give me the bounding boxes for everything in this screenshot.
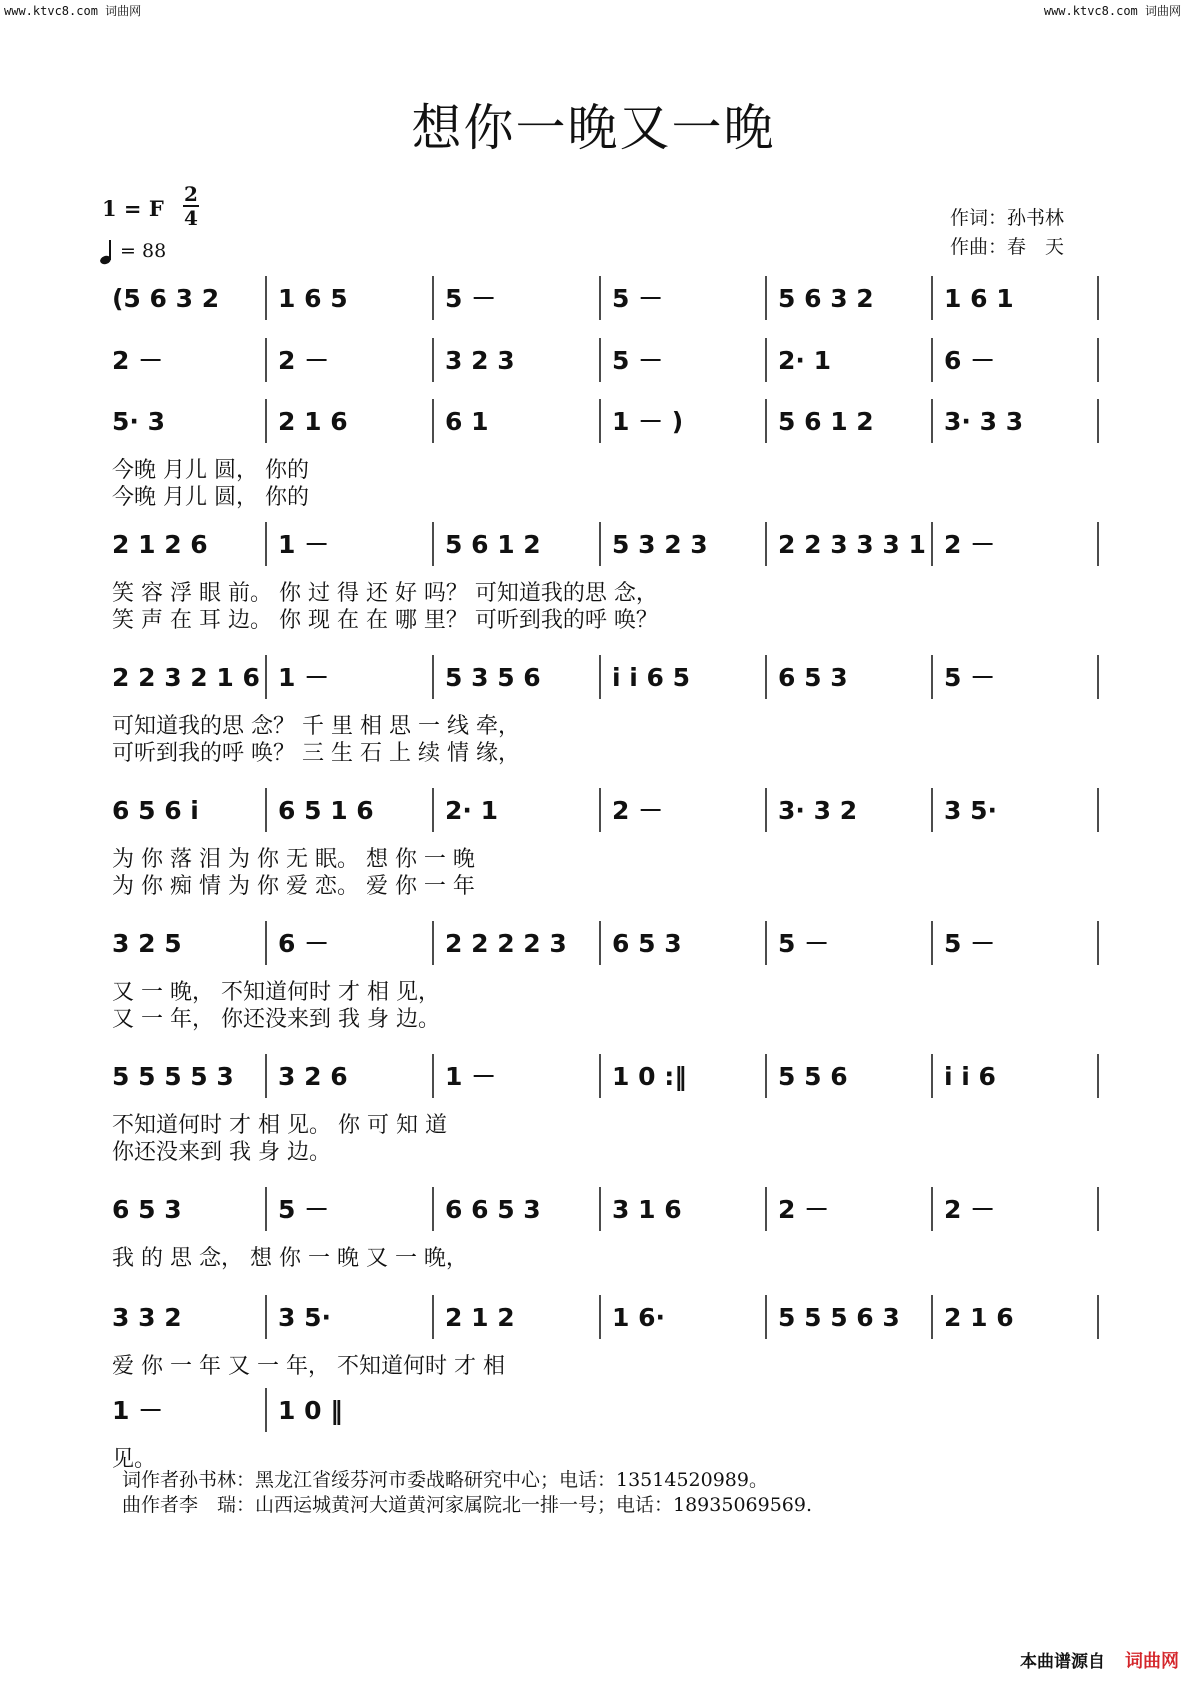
measure-notes: 2 2 2 2 3	[445, 929, 567, 958]
lyric-line-1: 笑 容 浮 眼 前。 你 过 得 还 好 吗？ 可知道我的思 念，	[112, 581, 658, 606]
measure-notes: 1 － )	[612, 407, 684, 436]
measure-notes: 6 5 3	[112, 1195, 182, 1224]
footer-watermark	[1020, 1647, 1179, 1673]
measure-notes: 5 3 5 6	[445, 663, 541, 692]
measure-notes: 2 1 6	[944, 1303, 1014, 1332]
measure-notes: 5 5 6	[778, 1062, 848, 1091]
measure-notes: 6 1	[445, 407, 489, 436]
measure-notes: 6 5 1 6	[278, 796, 374, 825]
time-signature-bottom: 4	[184, 206, 198, 230]
lyric-line-1: 爱 你 一 年 又 一 年， 不知道何时 才 相	[112, 1354, 505, 1379]
measure-notes: 5 6 1 2	[778, 407, 874, 436]
lyricist-info-line: 词作者孙书林：黑龙江省绥芬河市委战略研究中心；电话：13514520989。	[122, 1469, 768, 1491]
measure-notes: 6 6 5 3	[445, 1195, 541, 1224]
measure-notes: 3 5·	[278, 1303, 331, 1332]
header-right-watermark: www.ktvc8.com 词曲网	[1043, 4, 1181, 18]
lyric-line-2: 可听到我的呼 唤？ 三 生 石 上 续 情 缘，	[112, 741, 520, 766]
lyric-line-1: 我 的 思 念， 想 你 一 晚 又 一 晚，	[112, 1246, 468, 1271]
measure-notes: 3· 3 3	[944, 407, 1024, 436]
lyric-line-2: 又 一 年， 你还没来到 我 身 边。	[112, 1007, 440, 1032]
measure-notes: 5 －	[445, 284, 497, 313]
measure-notes: 2 1 6	[278, 407, 348, 436]
time-signature-top: 2	[184, 182, 198, 206]
measure-notes: 3 2 3	[445, 346, 515, 375]
measure-notes: i i 6 5	[612, 663, 691, 692]
lyric-line-2: 笑 声 在 耳 边。 你 现 在 在 哪 里？ 可听到我的呼 唤？	[112, 608, 658, 633]
measure-notes: 6 －	[944, 346, 996, 375]
measure-notes: 5 －	[778, 929, 830, 958]
measure-notes: 1 －	[445, 1062, 497, 1091]
measure-notes: 6 －	[278, 929, 330, 958]
measure-notes: 5 6 3 2	[778, 284, 874, 313]
measure-notes: 2 2 3 2 1 6	[112, 663, 260, 692]
measure-notes: 2· 1	[445, 796, 498, 825]
measure-notes: 1 －	[278, 530, 330, 559]
measure-notes: 2 1 2 6	[112, 530, 208, 559]
measure-notes: (5 6 3 2	[112, 284, 220, 313]
lyric-line-2: 为 你 痴 情 为 你 爱 恋。 爱 你 一 年	[112, 874, 475, 899]
measure-notes: 3 2 6	[278, 1062, 348, 1091]
measure-notes: 5 －	[944, 663, 996, 692]
composer-credit: 作曲：春 天	[950, 236, 1065, 258]
lyric-line-2: 今晚 月儿 圆， 你的	[112, 485, 309, 510]
measure-notes: 1 0 :‖	[612, 1062, 687, 1091]
measure-notes: 1 6·	[612, 1303, 665, 1332]
measure-notes: 2 －	[944, 530, 996, 559]
footer-watermark-logo: 词曲网	[1125, 1651, 1179, 1672]
measure-notes: 6 5 6 i	[112, 796, 199, 825]
measure-notes: 1 6 1	[944, 284, 1014, 313]
key-signature: 1 = F	[102, 196, 164, 221]
composer-info-line: 曲作者李 瑞：山西运城黄河大道黄河家属院北一排一号；电话：18935069569.	[122, 1494, 813, 1516]
measure-notes: 3 5·	[944, 796, 997, 825]
measure-notes: 5· 3	[112, 407, 165, 436]
footer-watermark-text: 本曲谱源自	[1020, 1652, 1105, 1672]
measure-notes: 2 －	[944, 1195, 996, 1224]
measure-notes: 6 5 3	[778, 663, 848, 692]
measure-notes: 2 2 3 3 3 1	[778, 530, 926, 559]
measure-notes: 1 －	[278, 663, 330, 692]
measure-notes: 2 －	[778, 1195, 830, 1224]
measure-notes: 2 －	[112, 346, 164, 375]
lyric-line-1: 又 一 晚， 不知道何时 才 相 见，	[112, 980, 440, 1005]
measure-notes: 3 2 5	[112, 929, 182, 958]
measure-notes: 3 3 2	[112, 1303, 182, 1332]
measure-notes: 5 －	[944, 929, 996, 958]
song-title: 想你一晚又一晚	[411, 99, 776, 157]
lyric-line-1: 今晚 月儿 圆， 你的	[112, 458, 309, 483]
measure-notes: 1 －	[112, 1396, 164, 1425]
measure-notes: 5 －	[612, 284, 664, 313]
measure-notes: 1 0 ‖	[278, 1396, 343, 1425]
measure-notes: 6 5 3	[612, 929, 682, 958]
lyric-line-1: 见。	[112, 1447, 157, 1472]
lyric-line-1: 不知道何时 才 相 见。 你 可 知 道	[112, 1113, 447, 1138]
measure-notes: 2· 1	[778, 346, 831, 375]
lyric-line-1: 可知道我的思 念？ 千 里 相 思 一 线 牵，	[112, 714, 520, 739]
measure-notes: 3 1 6	[612, 1195, 682, 1224]
lyricist-credit: 作词：孙书林	[950, 207, 1065, 229]
measure-notes: 2 －	[612, 796, 664, 825]
measure-notes: 5 －	[278, 1195, 330, 1224]
measure-notes: 5 3 2 3	[612, 530, 708, 559]
tempo-value: = 88	[120, 240, 167, 262]
lyric-line-2: 你还没来到 我 身 边。	[112, 1140, 331, 1165]
lyric-line-1: 为 你 落 泪 为 你 无 眠。 想 你 一 晚	[112, 847, 475, 872]
measure-notes: 3· 3 2	[778, 796, 858, 825]
measure-notes: 5 5 5 5 3	[112, 1062, 234, 1091]
measure-notes: 5 －	[612, 346, 664, 375]
measure-notes: 5 5 5 6 3	[778, 1303, 900, 1332]
header-left-watermark: www.ktvc8.com 词曲网	[4, 4, 142, 18]
measure-notes: 5 6 1 2	[445, 530, 541, 559]
measure-notes: 2 －	[278, 346, 330, 375]
measure-notes: 2 1 2	[445, 1303, 515, 1332]
measure-notes: 1 6 5	[278, 284, 348, 313]
measure-notes: i i 6	[944, 1062, 996, 1091]
